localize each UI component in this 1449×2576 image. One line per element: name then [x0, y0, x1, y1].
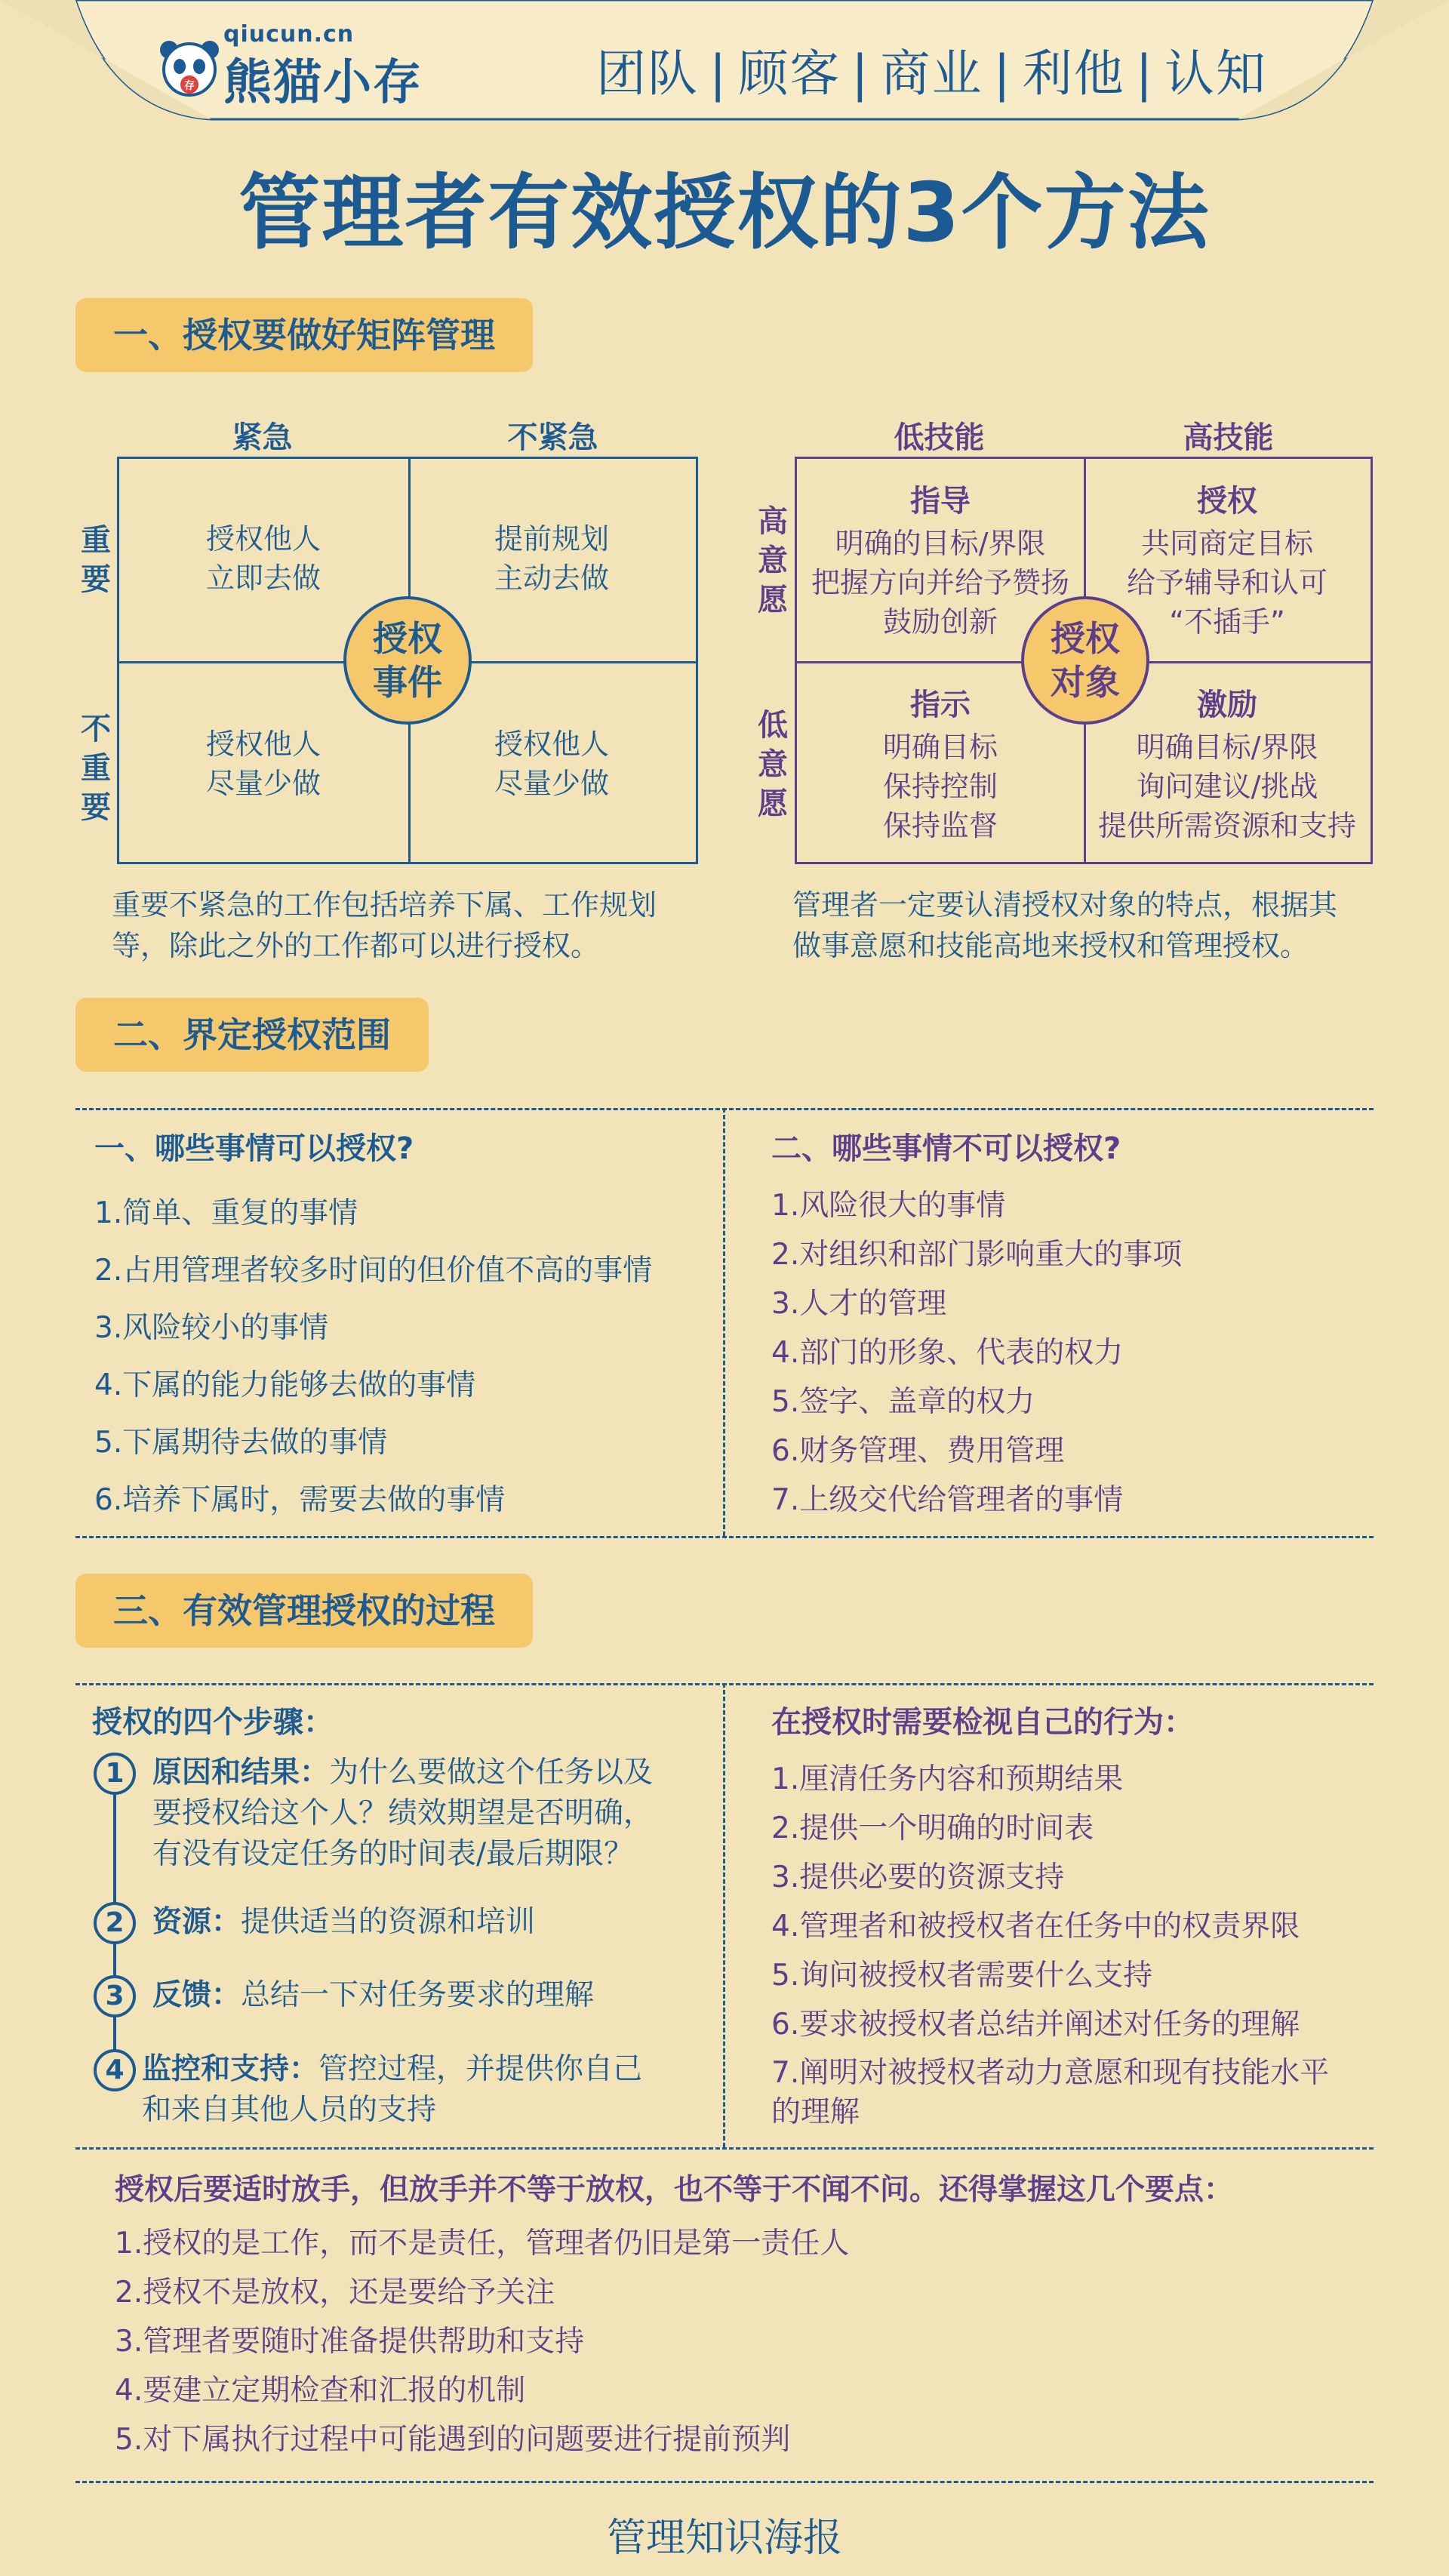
divider: [75, 2147, 1374, 2150]
list-item: 5.下属期待去做的事情: [94, 1426, 388, 1460]
matrix-cell: 提前规划 主动去做: [494, 522, 609, 595]
matrix-cell: 激励 明确目标/界限 询问建议/挑战 提供所需资源和支持: [1097, 688, 1356, 842]
nav-item: 利他: [1022, 45, 1125, 103]
panda-icon: [158, 38, 220, 100]
step-number: 1: [94, 1753, 136, 1795]
col-header-not-urgent: 不紧急: [507, 420, 598, 455]
review-heading: 在授权时需要检视自己的行为：: [771, 1705, 1194, 1740]
logo-name: 熊猫小存: [223, 55, 423, 111]
list-item: 2.授权不是放权，还是要给予关注: [115, 2276, 555, 2310]
list-item: 7.上级交代给管理者的事情: [771, 1483, 1124, 1517]
row-header-low-will: 低 意 愿: [758, 708, 788, 821]
review-list: [771, 1755, 1329, 2132]
col-header-high-skill: 高技能: [1183, 420, 1274, 455]
cannot-delegate-list: [771, 1181, 1182, 1525]
matrix-center-badge: 授权 对象: [1021, 596, 1149, 725]
after-delegation-heading: 授权后要适时放手，但放手并不等于放权，也不等于不闻不问。还得掌握这几个要点：: [115, 2173, 1234, 2207]
matrix-cell: 指导 明确的目标/界限 把握方向并给予赞扬 鼓励创新: [811, 484, 1069, 639]
matrix-cell: 授权他人 立即去做: [205, 522, 321, 595]
list-item: 2.对组织和部门影响重大的事项: [771, 1238, 1183, 1272]
header-nav: 团队 | 顾客 | 商业 | 利他 | 认知: [596, 45, 1267, 103]
list-item: 4.下属的能力能够去做的事情: [94, 1368, 476, 1402]
list-item: 的理解: [771, 2095, 860, 2129]
matrix-cell: 授权 共同商定目标 给予辅导和认可 “不插手”: [1126, 484, 1327, 639]
list-item: 5.询问被授权者需要什么支持: [771, 1959, 1153, 1993]
matrix-cell: 授权他人 尽量少做: [205, 728, 321, 800]
logo: [158, 21, 475, 112]
section-1-label: 一、授权要做好矩阵管理: [75, 298, 533, 372]
cannot-delegate-heading: 二、哪些事情不可以授权?: [771, 1131, 1121, 1166]
row-header-not-important: 不 重 要: [81, 712, 111, 825]
steps-heading: 授权的四个步骤：: [92, 1705, 334, 1740]
list-item: 2.占用管理者较多时间的但价值不高的事情: [94, 1254, 653, 1288]
list-item: 1.厘清任务内容和预期结果: [771, 1762, 1124, 1796]
section-3-label: 三、有效管理授权的过程: [75, 1574, 533, 1648]
list-item: 4.要建立定期检查和汇报的机制: [115, 2374, 526, 2408]
list-item: 4.管理者和被授权者在任务中的权责界限: [771, 1910, 1300, 1944]
list-item: 4.部门的形象、代表的权力: [771, 1336, 1124, 1370]
step-item: 监控和支持：管控过程，并提供你自己 和来自其他人员的支持: [142, 2052, 643, 2127]
step-item: 资源：提供适当的资源和培训: [152, 1905, 536, 1939]
nav-item: 认知: [1164, 45, 1267, 103]
step-item: 原因和结果：为什么要做这个任务以及 要授权给这个人？绩效期望是否明确， 有没有设定任务的时间表/最后期限？: [152, 1756, 654, 1871]
matrix-cell: 授权他人 尽量少做: [494, 728, 609, 800]
row-header-high-will: 高 意 愿: [758, 504, 788, 617]
list-item: 5.签字、盖章的权力: [771, 1385, 1035, 1419]
section-2-label: 二、界定授权范围: [75, 998, 429, 1072]
page-title: 管理者有效授权的3个方法: [238, 166, 1211, 260]
divider: [723, 1108, 725, 1536]
divider: [75, 2481, 1374, 2483]
nav-item: 顾客: [738, 45, 841, 103]
footer-caption: 管理知识海报: [606, 2516, 842, 2561]
logo-url: qiucun.cn: [223, 21, 355, 48]
step-number: 2: [94, 1902, 136, 1944]
step-number: 4: [94, 2049, 136, 2091]
list-item: 7.阐明对被授权者动力意愿和现有技能水平: [771, 2056, 1330, 2090]
divider: [723, 1683, 725, 2147]
col-header-urgent: 紧急: [232, 420, 293, 455]
list-item: 6.要求被授权者总结并阐述对任务的理解: [771, 2008, 1300, 2042]
svg-text:存: 存: [184, 80, 195, 92]
step-item: 反馈：总结一下对任务要求的理解: [152, 1978, 595, 2012]
matrix-center-badge: 授权 事件: [343, 596, 472, 725]
step-number: 3: [94, 1975, 136, 2017]
list-item: 5.对下属执行过程中可能遇到的问题要进行提前预判: [115, 2423, 791, 2457]
list-item: 1.风险很大的事情: [771, 1189, 1006, 1223]
nav-item: 团队: [596, 45, 699, 103]
col-header-low-skill: 低技能: [894, 420, 985, 455]
nav-item: 商业: [880, 45, 983, 103]
divider: [75, 1536, 1374, 1538]
can-delegate-heading: 一、哪些事情可以授权?: [94, 1131, 414, 1166]
matrix-cell: 指示 明确目标 保持控制 保持监督: [882, 688, 998, 842]
list-item: 2.提供一个明确的时间表: [771, 1811, 1094, 1845]
row-header-important: 重 要: [81, 523, 111, 597]
after-delegation-list: [115, 2219, 849, 2464]
list-item: 3.人才的管理: [771, 1287, 947, 1321]
list-item: 6.财务管理、费用管理: [771, 1434, 1065, 1468]
list-item: 3.提供必要的资源支持: [771, 1860, 1065, 1894]
list-item: 1.授权的是工作，而不是责任，管理者仍旧是第一责任人: [115, 2227, 850, 2261]
matrix-note: 管理者一定要认清授权对象的特点，根据其 做事意愿和技能高地来授权和管理授权。: [792, 888, 1338, 962]
can-delegate-list: [94, 1185, 652, 1529]
matrix-note: 重要不紧急的工作包括培养下属、工作规划 等，除此之外的工作都可以进行授权。: [112, 888, 657, 962]
list-item: 6.培养下属时，需要去做的事情: [94, 1483, 506, 1517]
list-item: 3.管理者要随时准备提供帮助和支持: [115, 2325, 585, 2359]
list-item: 3.风险较小的事情: [94, 1311, 329, 1345]
list-item: 1.简单、重复的事情: [94, 1196, 358, 1230]
